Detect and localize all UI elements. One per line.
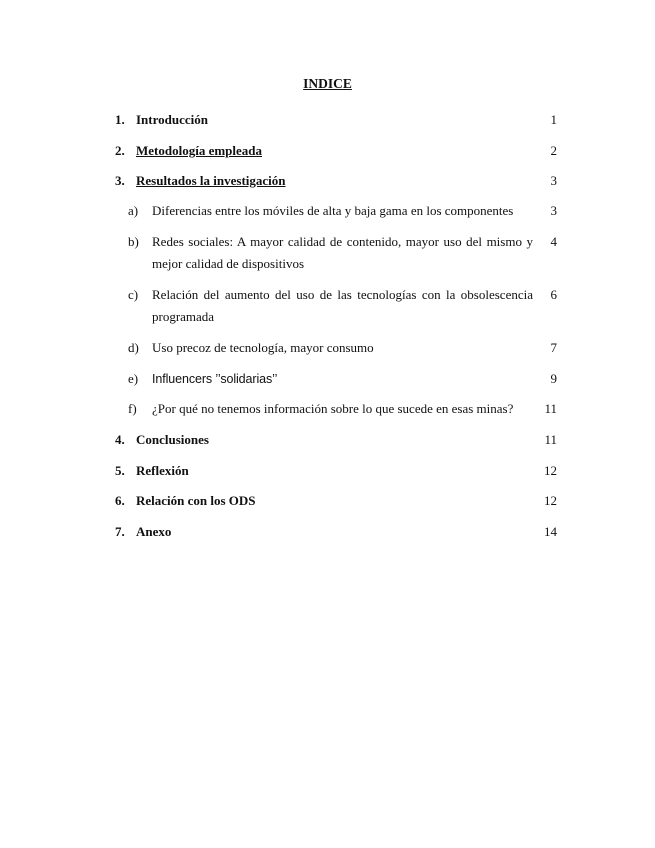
toc-entry-page: 6 (550, 287, 557, 302)
toc-entry-label: Metodología empleada (136, 143, 263, 158)
toc-entry-label: Influencers ’’solidarias’’ (152, 372, 278, 386)
toc-entry-page: 12 (544, 463, 557, 478)
toc-entry-number: a) (128, 203, 139, 218)
toc-entry-label: Conclusiones (136, 432, 209, 447)
toc-entry-page: 2 (550, 143, 557, 158)
toc-entry-number: 6. (115, 493, 125, 508)
toc-entry-label: Diferencias entre los móviles de alta y baja gama en los componentes (152, 203, 514, 218)
page-title: INDICE (303, 76, 352, 91)
toc-entry-page: 3 (550, 203, 557, 218)
toc-entry-number: 3. (115, 173, 125, 188)
toc-entry-label: Relación con los ODS (136, 493, 256, 508)
toc-entry-label: ¿Por qué no tenemos información sobre lo que sucede en esas minas? (152, 401, 514, 416)
toc-entry-page: 12 (544, 493, 557, 508)
toc-entry-number: 4. (115, 432, 125, 447)
toc-entry-page: 9 (550, 371, 557, 386)
toc-entry-number: 5. (115, 463, 125, 478)
toc-entry-label: Relación del aumento del uso de las tecnologías con la obsolescencia programada (152, 287, 533, 324)
toc-entry-label: Reflexión (136, 463, 189, 478)
toc-entry-label: Anexo (136, 524, 172, 539)
toc-entry-number: b) (128, 234, 139, 249)
toc-entry-page: 14 (544, 524, 557, 539)
toc-entry-page: 7 (550, 340, 557, 355)
toc-entry-page: 11 (544, 432, 557, 447)
toc-entry-number: d) (128, 340, 139, 355)
toc-entry-label: Uso precoz de tecnología, mayor consumo (152, 340, 374, 355)
toc-entry-page: 11 (544, 401, 557, 416)
toc-entry-label: Introducción (136, 112, 208, 127)
toc-entry-label: Resultados la investigación (136, 173, 286, 188)
toc-entry-number: 1. (115, 112, 125, 127)
toc-entry-label: Redes sociales: A mayor calidad de contenido, mayor uso del mismo y mejor calidad de dispositivos (152, 234, 533, 271)
toc-entry-number: 7. (115, 524, 125, 539)
toc-entry-number: f) (128, 401, 137, 416)
toc-entry-number: e) (128, 371, 139, 386)
toc-entry-page: 4 (550, 234, 557, 249)
toc-entry-number: 2. (115, 143, 125, 158)
toc-entry-number: c) (128, 287, 139, 302)
toc-entry-page: 1 (550, 112, 557, 127)
toc-entry-page: 3 (550, 173, 557, 188)
